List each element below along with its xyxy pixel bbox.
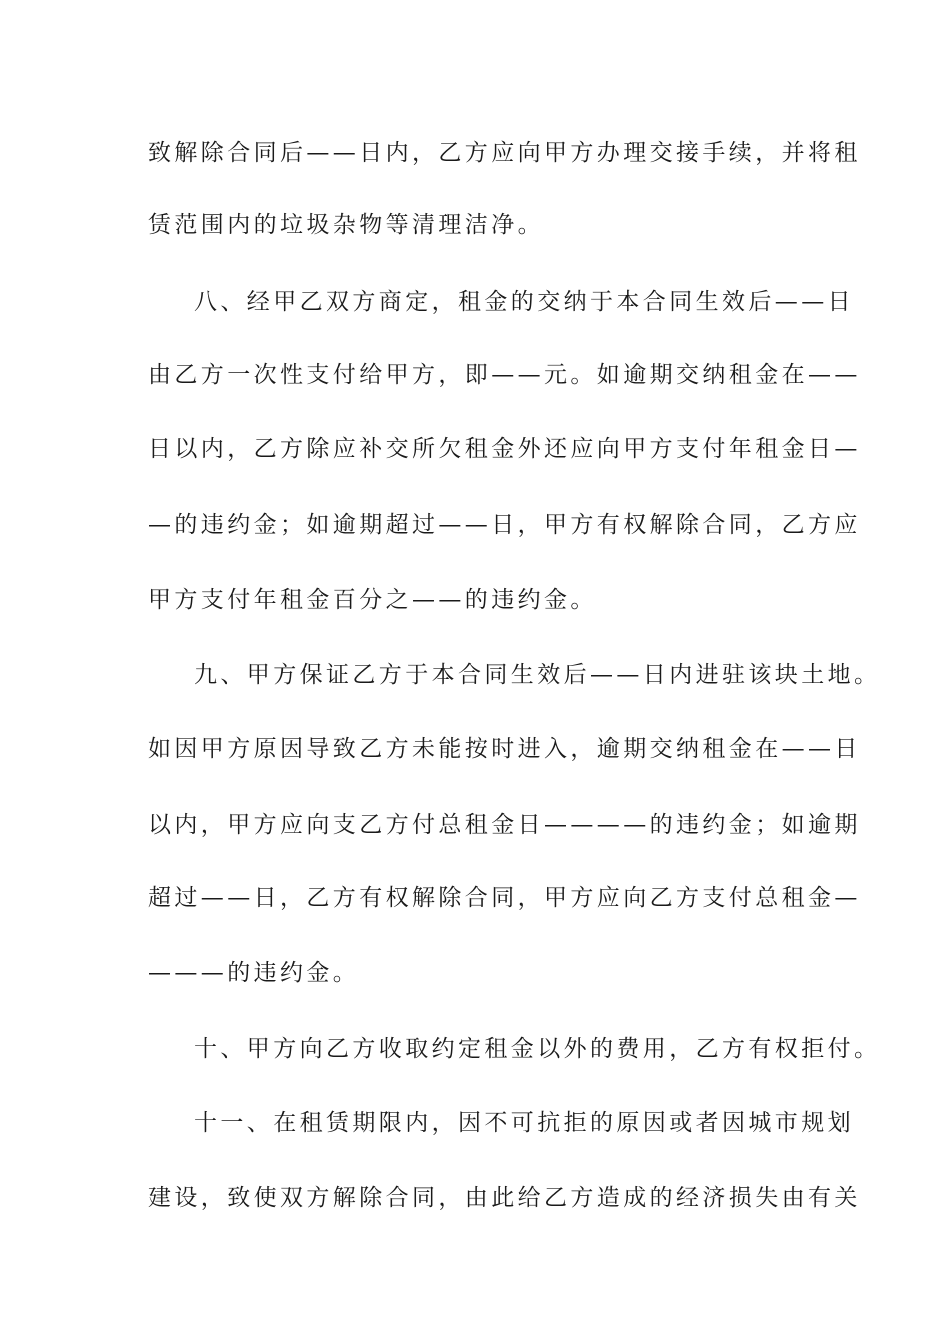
text-line: —的违约金；如逾期超过——日，甲方有权解除合同，乙方应 <box>148 512 861 538</box>
paragraph-9-start: 九、甲方保证乙方于本合同生效后——日内进驻该块土地。 <box>194 662 881 688</box>
paragraph-11-start: 十一、在租赁期限内，因不可抗拒的原因或者因城市规划 <box>194 1110 854 1136</box>
paragraph-8-start: 八、经甲乙双方商定，租金的交纳于本合同生效后——日 <box>194 289 854 315</box>
text-line: 赁范围内的垃圾杂物等清理洁净。 <box>148 212 544 238</box>
text-line: 由乙方一次性支付给甲方，即——元。如逾期交纳租金在—— <box>148 362 861 388</box>
text-line: 甲方支付年租金百分之——的违约金。 <box>148 587 597 613</box>
text-line: 日以内，乙方除应补交所欠租金外还应向甲方支付年租金日— <box>148 436 861 462</box>
text-line: 建设，致使双方解除合同，由此给乙方造成的经济损失由有关 <box>148 1185 861 1211</box>
text-line: 超过——日，乙方有权解除合同，甲方应向乙方支付总租金— <box>148 885 861 911</box>
text-line: 如因甲方原因导致乙方未能按时进入，逾期交纳租金在——日 <box>148 736 861 762</box>
text-line: ———的违约金。 <box>148 960 360 986</box>
text-line: 致解除合同后——日内，乙方应向甲方办理交接手续，并将租 <box>148 140 861 166</box>
paragraph-10: 十、甲方向乙方收取约定租金以外的费用，乙方有权拒付。 <box>194 1036 881 1062</box>
text-line: 以内，甲方应向支乙方付总租金日————的违约金；如逾期 <box>148 812 861 838</box>
